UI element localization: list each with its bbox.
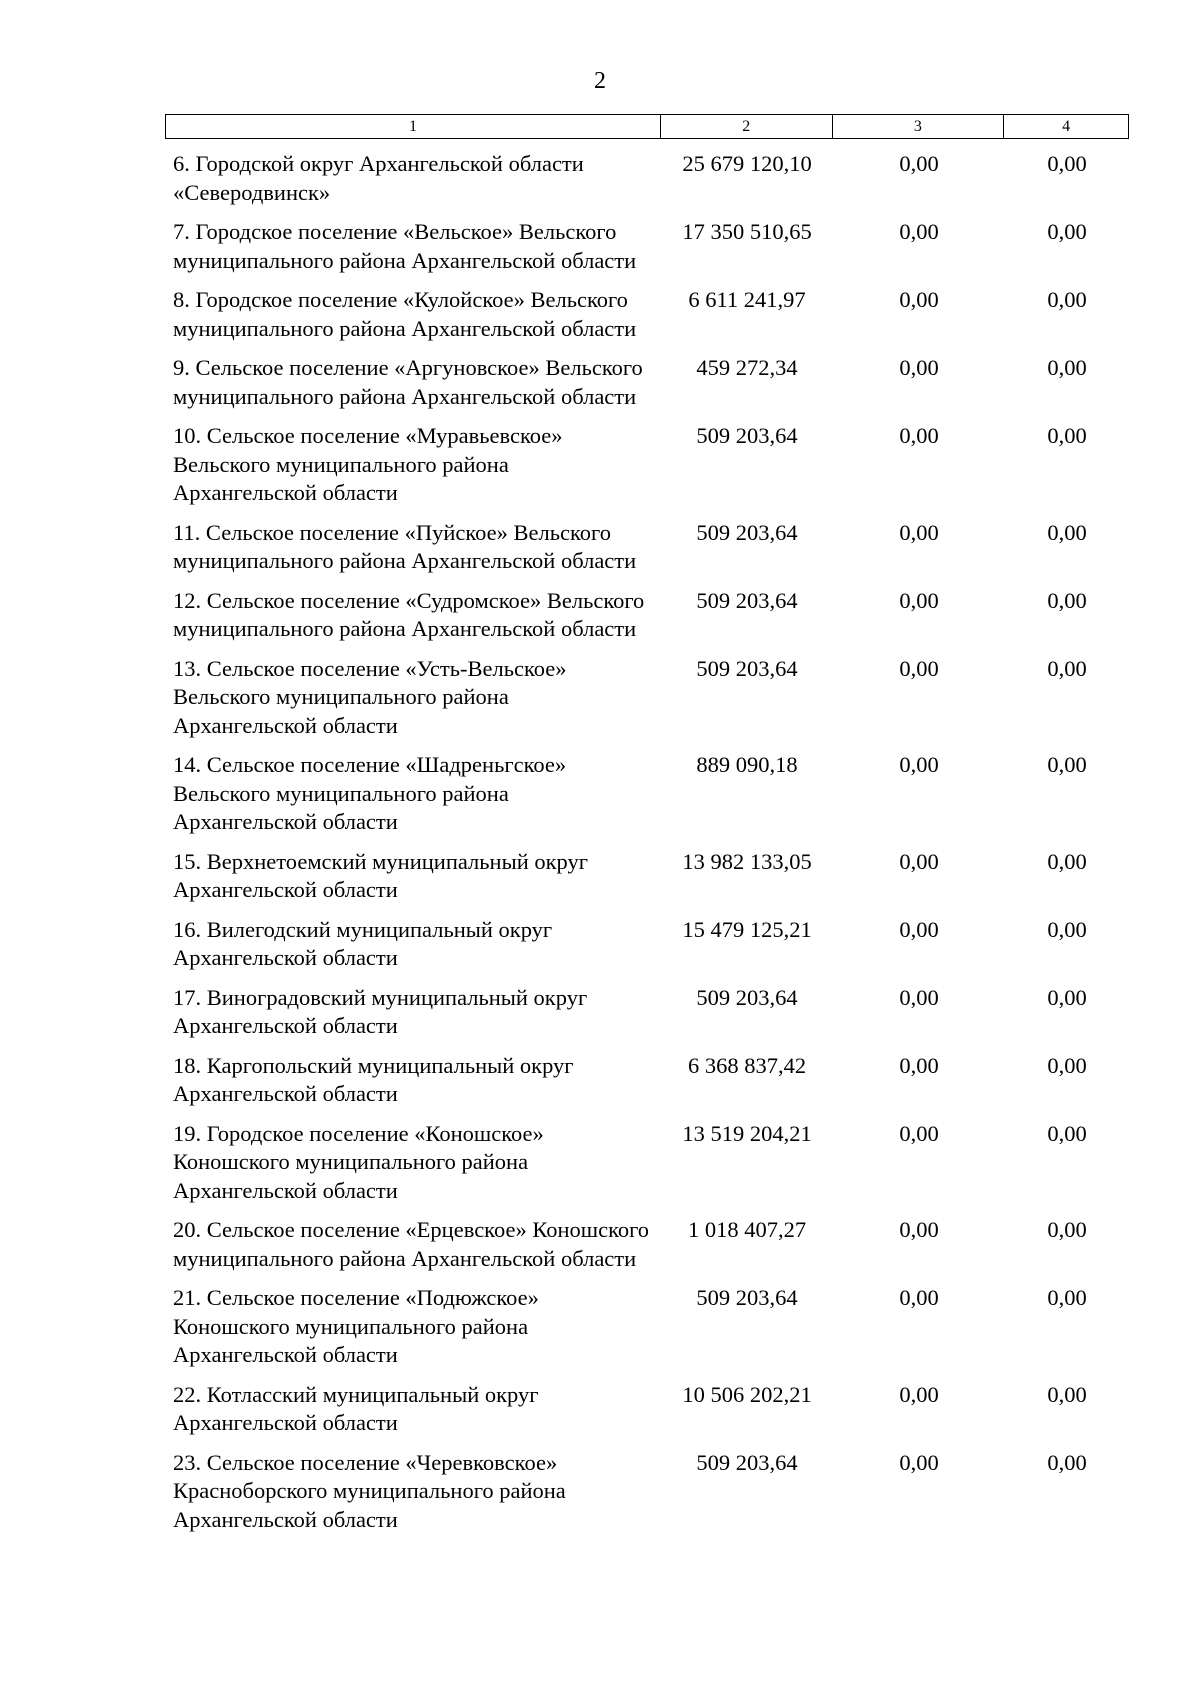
table-row bbox=[165, 150, 1129, 207]
table-row bbox=[165, 1052, 1129, 1109]
row-amount-col4: 0,00 bbox=[1047, 1217, 1087, 1242]
row-amount-col2: 509 203,64 bbox=[696, 423, 798, 448]
row-name: 20. Сельское поселение «Ерцевское» Коношского муниципального района Архангельской области bbox=[173, 1217, 650, 1271]
table-row bbox=[165, 1381, 1129, 1438]
row-name: 11. Сельское поселение «Пуйское» Вельского муниципального района Архангельской области bbox=[173, 519, 637, 573]
row-amount-col2: 13 519 204,21 bbox=[682, 1120, 812, 1146]
row-amount-col4: 0,00 bbox=[1047, 587, 1087, 613]
row-name: 19. Городское поселение «Коношское» Коношского муниципального района Архангельской области bbox=[173, 1120, 544, 1203]
row-amount-col3: 0,00 bbox=[899, 984, 939, 1010]
row-name: 21. Сельское поселение «Подюжское» Коношского муниципального района Архангельской области bbox=[173, 1285, 539, 1367]
table-row bbox=[165, 587, 1129, 644]
row-amount-col4: 0,00 bbox=[1047, 1381, 1087, 1407]
row-amount-col2: 509 203,64 bbox=[696, 519, 798, 545]
row-amount-col2: 509 203,64 bbox=[696, 1449, 798, 1475]
row-amount-col4: 0,00 bbox=[1047, 219, 1087, 244]
table-row bbox=[165, 354, 1129, 411]
row-amount-col4: 0,00 bbox=[1047, 848, 1087, 874]
row-amount-col3: 0,00 bbox=[899, 287, 939, 312]
row-amount-col2: 459 272,34 bbox=[696, 355, 798, 380]
row-amount-col4: 0,00 bbox=[1047, 1285, 1087, 1310]
row-amount-col2: 1 018 407,27 bbox=[687, 1217, 807, 1242]
row-amount-col4: 0,00 bbox=[1047, 287, 1087, 312]
row-name: 17. Виноградовский муниципальный округ Архангельской области bbox=[173, 984, 588, 1038]
row-amount-col4: 0,00 bbox=[1047, 984, 1087, 1010]
table-row bbox=[165, 1449, 1129, 1535]
table-row bbox=[165, 1120, 1129, 1206]
row-amount-col2: 10 506 202,21 bbox=[682, 1381, 812, 1407]
row-amount-col2: 17 350 510,65 bbox=[682, 219, 812, 244]
row-name: 9. Сельское поселение «Аргуновское» Вельского муниципального района Архангельской области bbox=[173, 355, 643, 409]
row-amount-col2: 509 203,64 bbox=[696, 655, 798, 681]
row-amount-col3: 0,00 bbox=[899, 916, 939, 942]
row-amount-col3: 0,00 bbox=[899, 1449, 939, 1475]
row-amount-col2: 13 982 133,05 bbox=[682, 848, 812, 874]
table-row bbox=[165, 218, 1129, 275]
column-header-4: 4 bbox=[1062, 118, 1071, 135]
row-name: 10. Сельское поселение «Муравьевское» Вельского муниципального района Архангельской области bbox=[173, 423, 563, 505]
row-amount-col3: 0,00 bbox=[899, 219, 939, 244]
row-name: 12. Сельское поселение «Судромское» Вельского муниципального района Архангельской области bbox=[173, 587, 645, 641]
table-column-header bbox=[165, 114, 1129, 139]
table-row bbox=[165, 984, 1129, 1041]
row-amount-col4: 0,00 bbox=[1047, 752, 1087, 777]
row-amount-col2: 25 679 120,10 bbox=[682, 151, 812, 176]
row-name: 15. Верхнетоемский муниципальный округ Архангельской области bbox=[173, 848, 588, 902]
row-amount-col3: 0,00 bbox=[899, 355, 939, 380]
table-row bbox=[165, 916, 1129, 973]
row-amount-col2: 509 203,64 bbox=[696, 984, 798, 1010]
row-amount-col3: 0,00 bbox=[899, 423, 939, 448]
table-row bbox=[165, 848, 1129, 905]
row-amount-col2: 889 090,18 bbox=[696, 752, 798, 777]
row-name: 23. Сельское поселение «Черевковское» Красноборского муниципального района Архангельской области bbox=[173, 1449, 566, 1532]
row-amount-col3: 0,00 bbox=[899, 1217, 939, 1242]
row-amount-col4: 0,00 bbox=[1047, 519, 1087, 545]
row-amount-col3: 0,00 bbox=[899, 151, 939, 176]
row-amount-col3: 0,00 bbox=[899, 752, 939, 777]
row-amount-col3: 0,00 bbox=[899, 655, 939, 681]
row-amount-col4: 0,00 bbox=[1047, 655, 1087, 681]
row-amount-col3: 0,00 bbox=[899, 1381, 939, 1407]
table-row bbox=[165, 422, 1129, 508]
row-amount-col2: 509 203,64 bbox=[696, 1285, 798, 1310]
row-name: 18. Каргопольский муниципальный округ Архангельской области bbox=[173, 1052, 574, 1106]
table-body bbox=[165, 150, 1129, 1545]
table-row bbox=[165, 286, 1129, 343]
column-header-1: 1 bbox=[166, 115, 661, 138]
table-row bbox=[165, 751, 1129, 837]
row-amount-col2: 15 479 125,21 bbox=[682, 916, 812, 942]
row-amount-col4: 0,00 bbox=[1047, 1449, 1087, 1475]
row-amount-col4: 0,00 bbox=[1047, 151, 1087, 176]
row-amount-col3: 0,00 bbox=[899, 1052, 939, 1078]
row-amount-col2: 509 203,64 bbox=[696, 587, 798, 613]
row-name: 7. Городское поселение «Вельское» Вельского муниципального района Архангельской области bbox=[173, 219, 637, 273]
row-name: 8. Городское поселение «Кулойское» Вельского муниципального района Архангельской области bbox=[173, 287, 637, 341]
table-row bbox=[165, 1284, 1129, 1370]
row-amount-col3: 0,00 bbox=[899, 1285, 939, 1310]
row-amount-col4: 0,00 bbox=[1047, 355, 1087, 380]
table-row bbox=[165, 519, 1129, 576]
column-header-3: 3 bbox=[833, 115, 1005, 138]
row-amount-col2: 6 368 837,42 bbox=[687, 1052, 807, 1078]
row-name: 6. Городской округ Архангельской области «Северодвинск» bbox=[173, 151, 584, 205]
row-name: 14. Сельское поселение «Шадреньгское» Вельского муниципального района Архангельской области bbox=[173, 752, 567, 834]
row-amount-col3: 0,00 bbox=[899, 519, 939, 545]
row-amount-col3: 0,00 bbox=[899, 848, 939, 874]
row-amount-col4: 0,00 bbox=[1047, 423, 1087, 448]
row-amount-col4: 0,00 bbox=[1047, 1120, 1087, 1146]
row-amount-col4: 0,00 bbox=[1047, 1052, 1087, 1078]
row-amount-col2: 6 611 241,97 bbox=[688, 287, 806, 312]
row-amount-col4: 0,00 bbox=[1047, 916, 1087, 942]
column-header-2: 2 bbox=[661, 115, 833, 138]
row-amount-col3: 0,00 bbox=[899, 1120, 939, 1146]
row-name: 22. Котласский муниципальный округ Архангельской области bbox=[173, 1381, 539, 1435]
row-name: 13. Сельское поселение «Усть-Вельское» Вельского муниципального района Архангельской области bbox=[173, 655, 567, 738]
row-name: 16. Вилегодский муниципальный округ Архангельской области bbox=[173, 916, 553, 970]
table-row bbox=[165, 655, 1129, 741]
row-amount-col3: 0,00 bbox=[899, 587, 939, 613]
table-row bbox=[165, 1216, 1129, 1273]
page-number: 2 bbox=[594, 68, 606, 94]
